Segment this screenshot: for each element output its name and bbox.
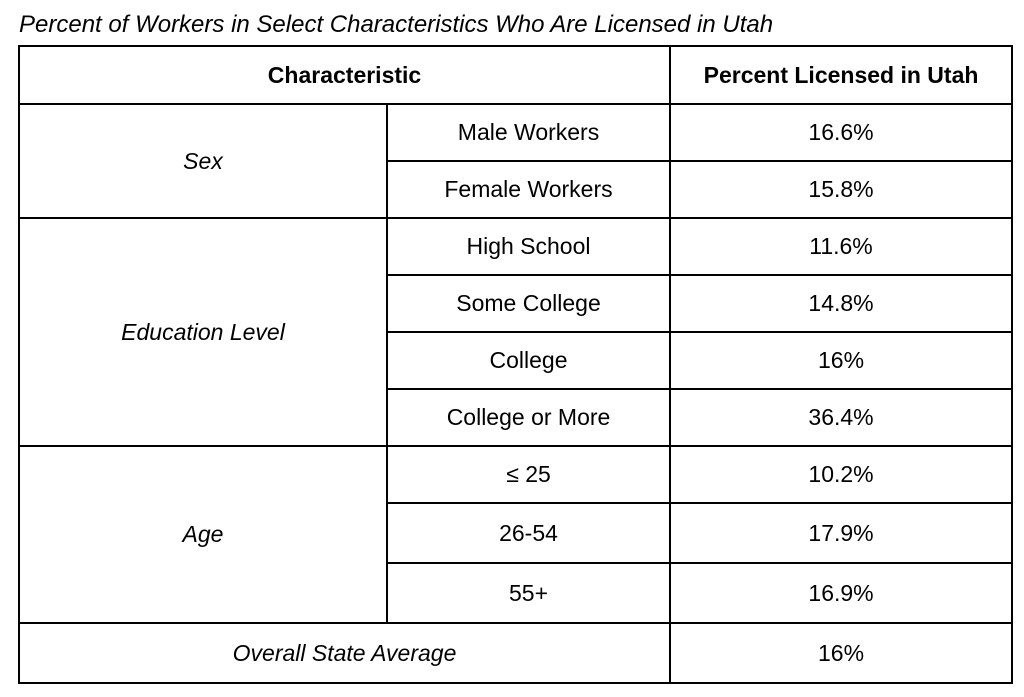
- row-label: Male Workers: [387, 104, 670, 161]
- row-label: Some College: [387, 275, 670, 332]
- row-value: 15.8%: [670, 161, 1012, 218]
- row-value: 17.9%: [670, 503, 1012, 563]
- row-label: 55+: [387, 563, 670, 623]
- row-value: 11.6%: [670, 218, 1012, 275]
- group-label-education-level: Education Level: [19, 218, 387, 446]
- licensing-table: [18, 45, 1013, 684]
- overall-average-label: Overall State Average: [19, 623, 670, 683]
- row-value: 14.8%: [670, 275, 1012, 332]
- overall-average-value: 16%: [670, 623, 1012, 683]
- table-footer-row: [19, 623, 1012, 683]
- group-label-age: Age: [19, 446, 387, 623]
- row-value: 16.6%: [670, 104, 1012, 161]
- table-row: [19, 104, 1012, 161]
- column-header-characteristic: Characteristic: [19, 46, 670, 104]
- row-value: 16.9%: [670, 563, 1012, 623]
- row-value: 36.4%: [670, 389, 1012, 446]
- column-header-percent: Percent Licensed in Utah: [670, 46, 1012, 104]
- row-label: ≤ 25: [387, 446, 670, 503]
- group-label-sex: Sex: [19, 104, 387, 218]
- row-value: 10.2%: [670, 446, 1012, 503]
- row-label: Female Workers: [387, 161, 670, 218]
- table-row: [19, 218, 1012, 275]
- row-label: 26-54: [387, 503, 670, 563]
- row-value: 16%: [670, 332, 1012, 389]
- row-label: College or More: [387, 389, 670, 446]
- table-header-row: [19, 46, 1012, 104]
- row-label: College: [387, 332, 670, 389]
- row-label: High School: [387, 218, 670, 275]
- table-caption: Percent of Workers in Select Characteristics Who Are Licensed in Utah: [19, 11, 774, 38]
- table-row: [19, 446, 1012, 503]
